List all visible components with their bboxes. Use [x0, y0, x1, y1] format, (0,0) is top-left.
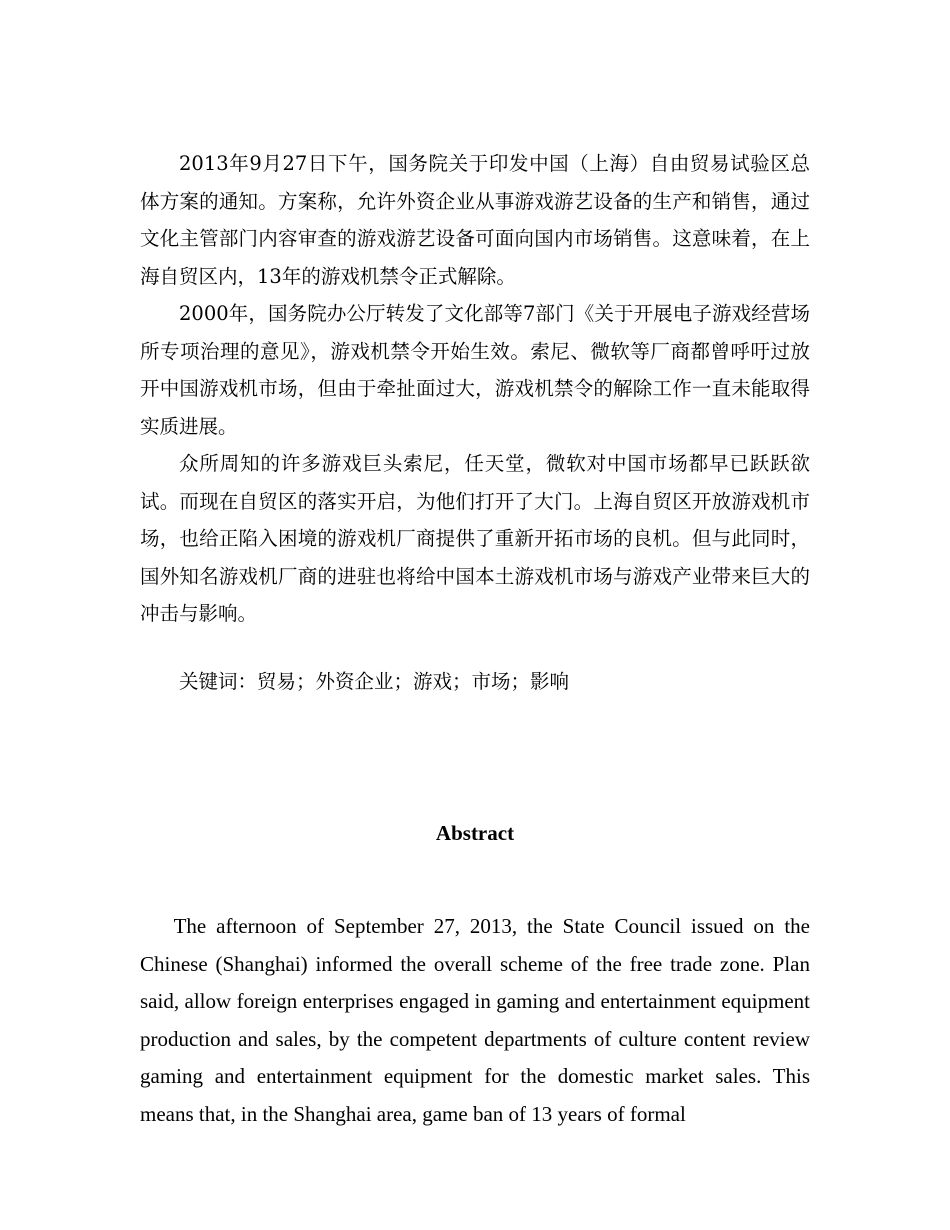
chinese-paragraph-3: 众所周知的许多游戏巨头索尼，任天堂，微软对中国市场都早已跃跃欲试。而现在自贸区的落实开启，为他们打开了大门。上海自贸区开放游戏机市场，也给正陷入困境的游戏机厂商提供了重新开拓市场的良机。但与此同时，国外知名游戏机厂商的进驻也将给中国本土游戏机市场与游戏产业带来巨大的冲击与影响。: [140, 452, 810, 625]
abstract-title: Abstract: [435, 821, 515, 845]
keywords-text: 贸易；外资企业；游戏；市场；影响: [257, 669, 570, 693]
chinese-paragraph-1: 2013年9月27日下午，国务院关于印发中国（上海）自由贸易试验区总体方案的通知。方案称，允许外资企业从事游戏游艺设备的生产和销售，通过文化主管部门内容审查的游戏游艺设备可面向国内市场销售。这意味着，在上海自贸区内，13年的游戏机禁令正式解除。: [140, 152, 810, 288]
keywords-line: [140, 663, 810, 701]
chinese-paragraph-2: 2000年，国务院办公厅转发了文化部等7部门《关于开展电子游戏经营场所专项治理的意见》，游戏机禁令开始生效。索尼、微软等厂商都曾呼吁过放开中国游戏机市场，但由于牵扯面过大，游戏机禁令的解除工作一直未能取得实质进展。: [140, 302, 810, 438]
english-paragraph: The afternoon of September 27, 2013, the State Council issued on the Chinese (Shanghai) informed the overall scheme of the free trade zone. Plan said, allow foreign enterprises engaged in gaming and entertainment equipment production and sales, by the competent departments of culture content review gaming and entertainment equipment for the domestic market sales. This means that, in the Shanghai area, game ban of 13 years of formal: [140, 914, 810, 1126]
document-page: [140, 145, 810, 1133]
keywords-label: 关键词：: [179, 669, 258, 693]
